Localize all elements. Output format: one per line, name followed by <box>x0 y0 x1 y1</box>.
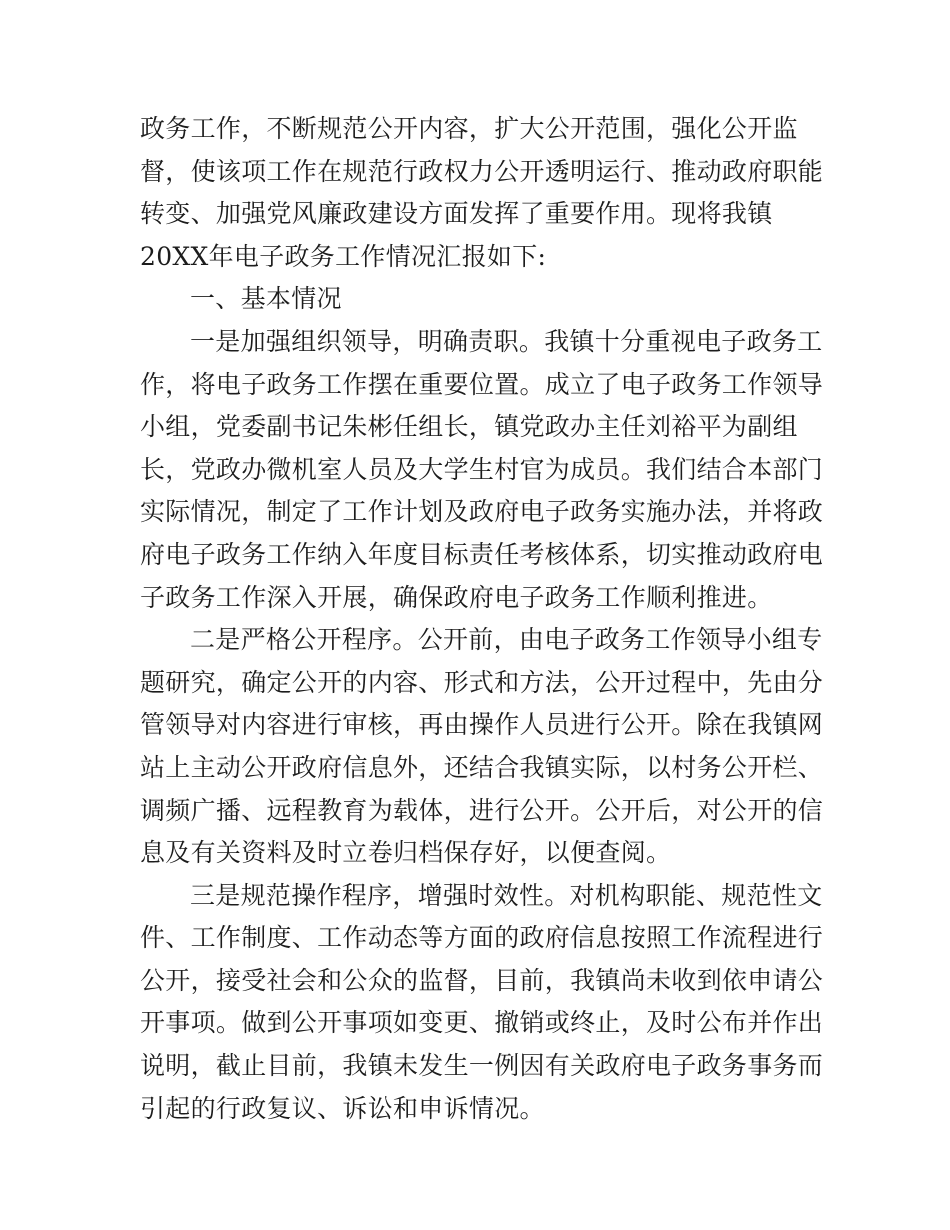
text-line: 息及有关资料及时立卷归档保存好，以便查阅。 <box>140 838 672 868</box>
text-line: 三是规范操作程序，增强时效性。对机构职能、规范性文 <box>190 880 823 910</box>
text-line: 引起的行政复议、诉讼和申诉情况。 <box>140 1093 545 1123</box>
section-heading: 一、基本情况 <box>190 284 342 314</box>
item-paragraph-3 <box>140 875 824 1131</box>
document-body <box>140 108 824 1130</box>
text-line: 政务工作，不断规范公开内容，扩大公开范围，强化公开监 <box>140 114 798 143</box>
text-line: 转变、加强党风廉政建设方面发挥了重要作用。现将我镇 <box>140 199 773 229</box>
text-line: 子政务工作深入开展，确保政府电子政务工作顺利推进。 <box>140 582 773 612</box>
item-paragraph-1 <box>140 321 824 619</box>
text-line: 站上主动公开政府信息外，还结合我镇实际，以村务公开栏、 <box>140 752 824 782</box>
text-line: 管领导对内容进行审核，再由操作人员进行公开。除在我镇网 <box>140 710 824 740</box>
text-line: 题研究，确定公开的内容、形式和方法，公开过程中，先由分 <box>140 667 824 697</box>
intro-paragraph <box>140 108 824 278</box>
text-line: 小组，党委副书记朱彬任组长，镇党政办主任刘裕平为副组 <box>140 412 798 442</box>
text-line: 20XX年电子政务工作情况汇报如下: <box>140 241 547 271</box>
text-line: 督，使该项工作在规范行政权力公开透明运行、推动政府职能 <box>140 156 824 186</box>
text-line: 作，将电子政务工作摆在重要位置。成立了电子政务工作领导 <box>140 369 824 399</box>
text-line: 长，党政办微机室人员及大学生村官为成员。我们结合本部门 <box>140 454 824 484</box>
text-line: 说明，截止目前，我镇未发生一例因有关政府电子政务事务而 <box>140 1051 824 1081</box>
section-heading-basic <box>140 278 820 321</box>
item-paragraph-2 <box>140 619 824 875</box>
text-line: 调频广播、远程教育为载体，进行公开。公开后，对公开的信 <box>140 795 824 825</box>
text-line: 开事项。做到公开事项如变更、撤销或终止，及时公布并作出 <box>140 1008 824 1038</box>
text-line: 一是加强组织领导，明确责职。我镇十分重视电子政务工 <box>190 326 823 356</box>
text-line: 府电子政务工作纳入年度目标责任考核体系，切实推动政府电 <box>140 539 824 569</box>
text-line: 二是严格公开程序。公开前，由电子政务工作领导小组专 <box>190 625 823 655</box>
text-line: 公开，接受社会和公众的监督，目前，我镇尚未收到依申请公 <box>140 965 824 995</box>
text-line: 件、工作制度、工作动态等方面的政府信息按照工作流程进行 <box>140 923 824 953</box>
text-line: 实际情况，制定了工作计划及政府电子政务实施办法，并将政 <box>140 497 824 527</box>
